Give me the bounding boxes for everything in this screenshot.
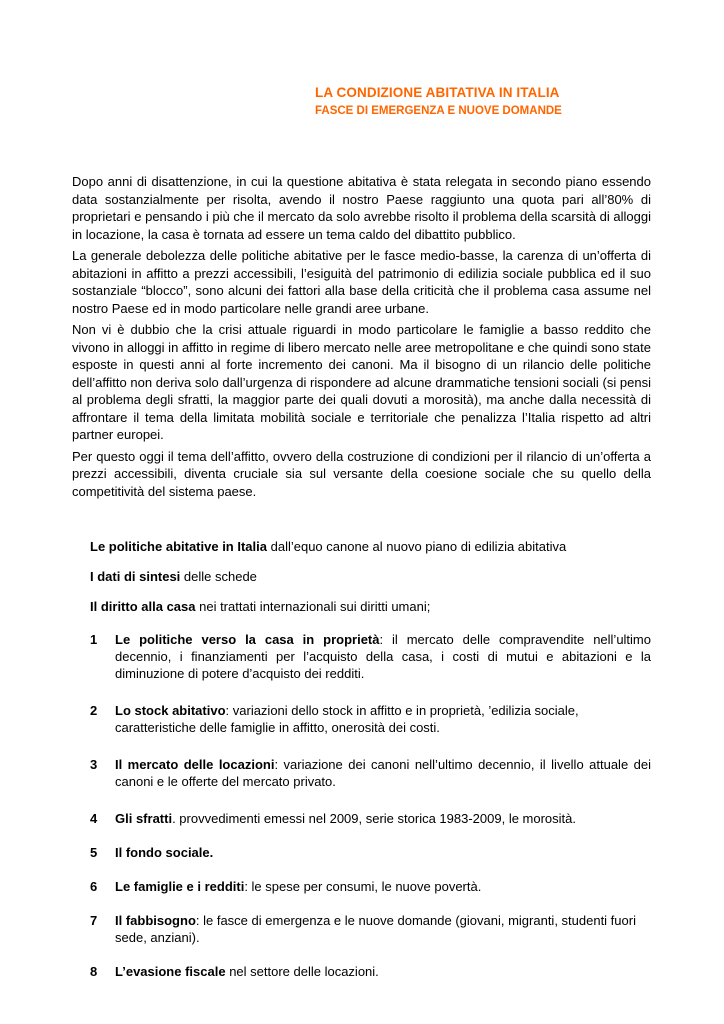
topic-line [90,598,651,615]
topic-line [90,568,651,585]
topic-line-rest: dall’equo canone al nuovo piano di edilizia abitativa [267,539,567,554]
topic-line-rest: delle schede [180,569,257,584]
list-item-bold: Gli sfratti [115,811,173,826]
intro-section [72,173,651,504]
list-item-bold: Il fondo sociale. [115,845,214,860]
list-item-rest: : variazione dei canoni nell’ultimo decennio, il livello attuale dei canoni e le offerte del mercato privato. [115,757,651,789]
list-item-number: 2 [90,703,98,718]
intro-paragraph: Per questo oggi il tema dell’affitto, ovvero della costruzione di condizioni per il rilancio di un’offerta a prezzi accessibili, diventa cruciale sia sul versante della coesione sociale che su quello della competitività del sistema paese. [72,448,651,499]
intro-paragraph: La generale debolezza delle politiche abitative per le fasce medio-basse, la carenza di un’offerta di abitazioni in affitto a prezzi accessibili, l’esiguità del patrimonio di edilizia sociale pubblica ed il suo sostanziale “blocco”, sono alcuni dei fattori alla base della criticità che il problema casa assume nel nostro Paese ed in modo particolare nelle grandi aree urbane. [72,248,651,316]
document-title: LA CONDIZIONE ABITATIVA IN ITALIA [315,85,560,100]
list-item-rest: : il mercato delle compravendite nell’ultimo decennio, i finanziamenti per l’acquisto della casa, i costi di mutui e abitazioni e la diminuzione di potere d’acquisto dei redditi. [115,632,651,681]
list-item [90,844,651,861]
list-item-text [115,912,651,946]
topics-section [90,538,651,993]
topic-line [90,538,651,555]
list-item-number: 3 [90,757,98,772]
list-item [90,912,651,946]
list-item-bold: Le famiglie e i redditi [115,879,245,894]
list-item [90,702,651,736]
list-item-bold: Lo stock abitativo [115,703,226,718]
list-item-bold: L’evasione fiscale [115,964,226,979]
list-item-text [115,756,651,790]
list-item-text [115,631,651,682]
list-item-number: 4 [90,811,98,826]
list-item-rest: : le fasce di emergenza e le nuove domande (giovani, migranti, studenti fuori sede, anziani). [115,913,636,945]
list-item-rest: . provvedimenti emessi nel 2009, serie storica 1983-2009, le morosità. [172,811,577,826]
list-item-text [115,963,651,980]
intro-paragraph: Non vi è dubbio che la crisi attuale riguardi in modo particolare le famiglie a basso reddito che vivono in alloggi in affitto in regime di libero mercato nelle aree metropolitane e che quindi sono state esposte in questi anni al forte incremento dei canoni. Ma il bisogno di un rilancio delle politiche dell’affitto non deriva solo dall’urgenza di rispondere ad alcune drammatiche tensioni sociali (si pensi al problema degli sfratti, la maggior parte dei quali dovuti a morosità), ma anche dalla necessità di affrontare il tema della limitata mobilità sociale e territoriale che penalizza l’Italia rispetto ad altri partner europei. [72,322,651,442]
list-item [90,963,651,980]
list-item-rest: nel settore delle locazioni. [225,964,379,979]
list-item [90,810,651,827]
list-item-number: 6 [90,879,98,894]
list-item-bold: Le politiche verso la casa in proprietà [115,632,380,647]
list-item-text [115,878,651,895]
list-item [90,756,651,790]
list-item-bold: Il mercato delle locazioni [115,757,275,772]
list-item-number: 5 [90,845,98,860]
list-item [90,878,651,895]
list-item-number: 1 [90,632,98,647]
list-item-text [115,702,651,736]
list-item-text [115,844,651,861]
list-item-bold: Il fabbisogno [115,913,196,928]
topic-line-bold: Il diritto alla casa [90,599,196,614]
list-item-text [115,810,651,827]
list-item [90,631,651,682]
list-item-rest: : le spese per consumi, le nuove povertà. [244,879,482,894]
list-item-rest: : variazioni dello stock in affitto e in proprietà, ’edilizia sociale, caratteristiche delle famiglie in affitto, onerosità dei costi. [115,703,579,735]
document-subtitle: FASCE DI EMERGENZA E NUOVE DOMANDE [315,105,562,117]
topic-line-bold: I dati di sintesi [90,569,181,584]
intro-paragraph: Dopo anni di disattenzione, in cui la questione abitativa è stata relegata in secondo piano essendo data sostanzialmente per risolta, avendo il nostro Paese raggiunto una quota pari all’80% di proprietari e pensando i più che il mercato da solo avrebbe risolto il problema della scarsità di alloggi in locazione, la casa è tornata ad essere un tema caldo del dibattito pubblico. [72,174,651,242]
list-item-number: 8 [90,964,98,979]
topic-line-rest: nei trattati internazionali sui diritti umani; [195,599,431,614]
list-item-number: 7 [90,913,98,928]
topic-line-bold: Le politiche abitative in Italia [90,539,267,554]
